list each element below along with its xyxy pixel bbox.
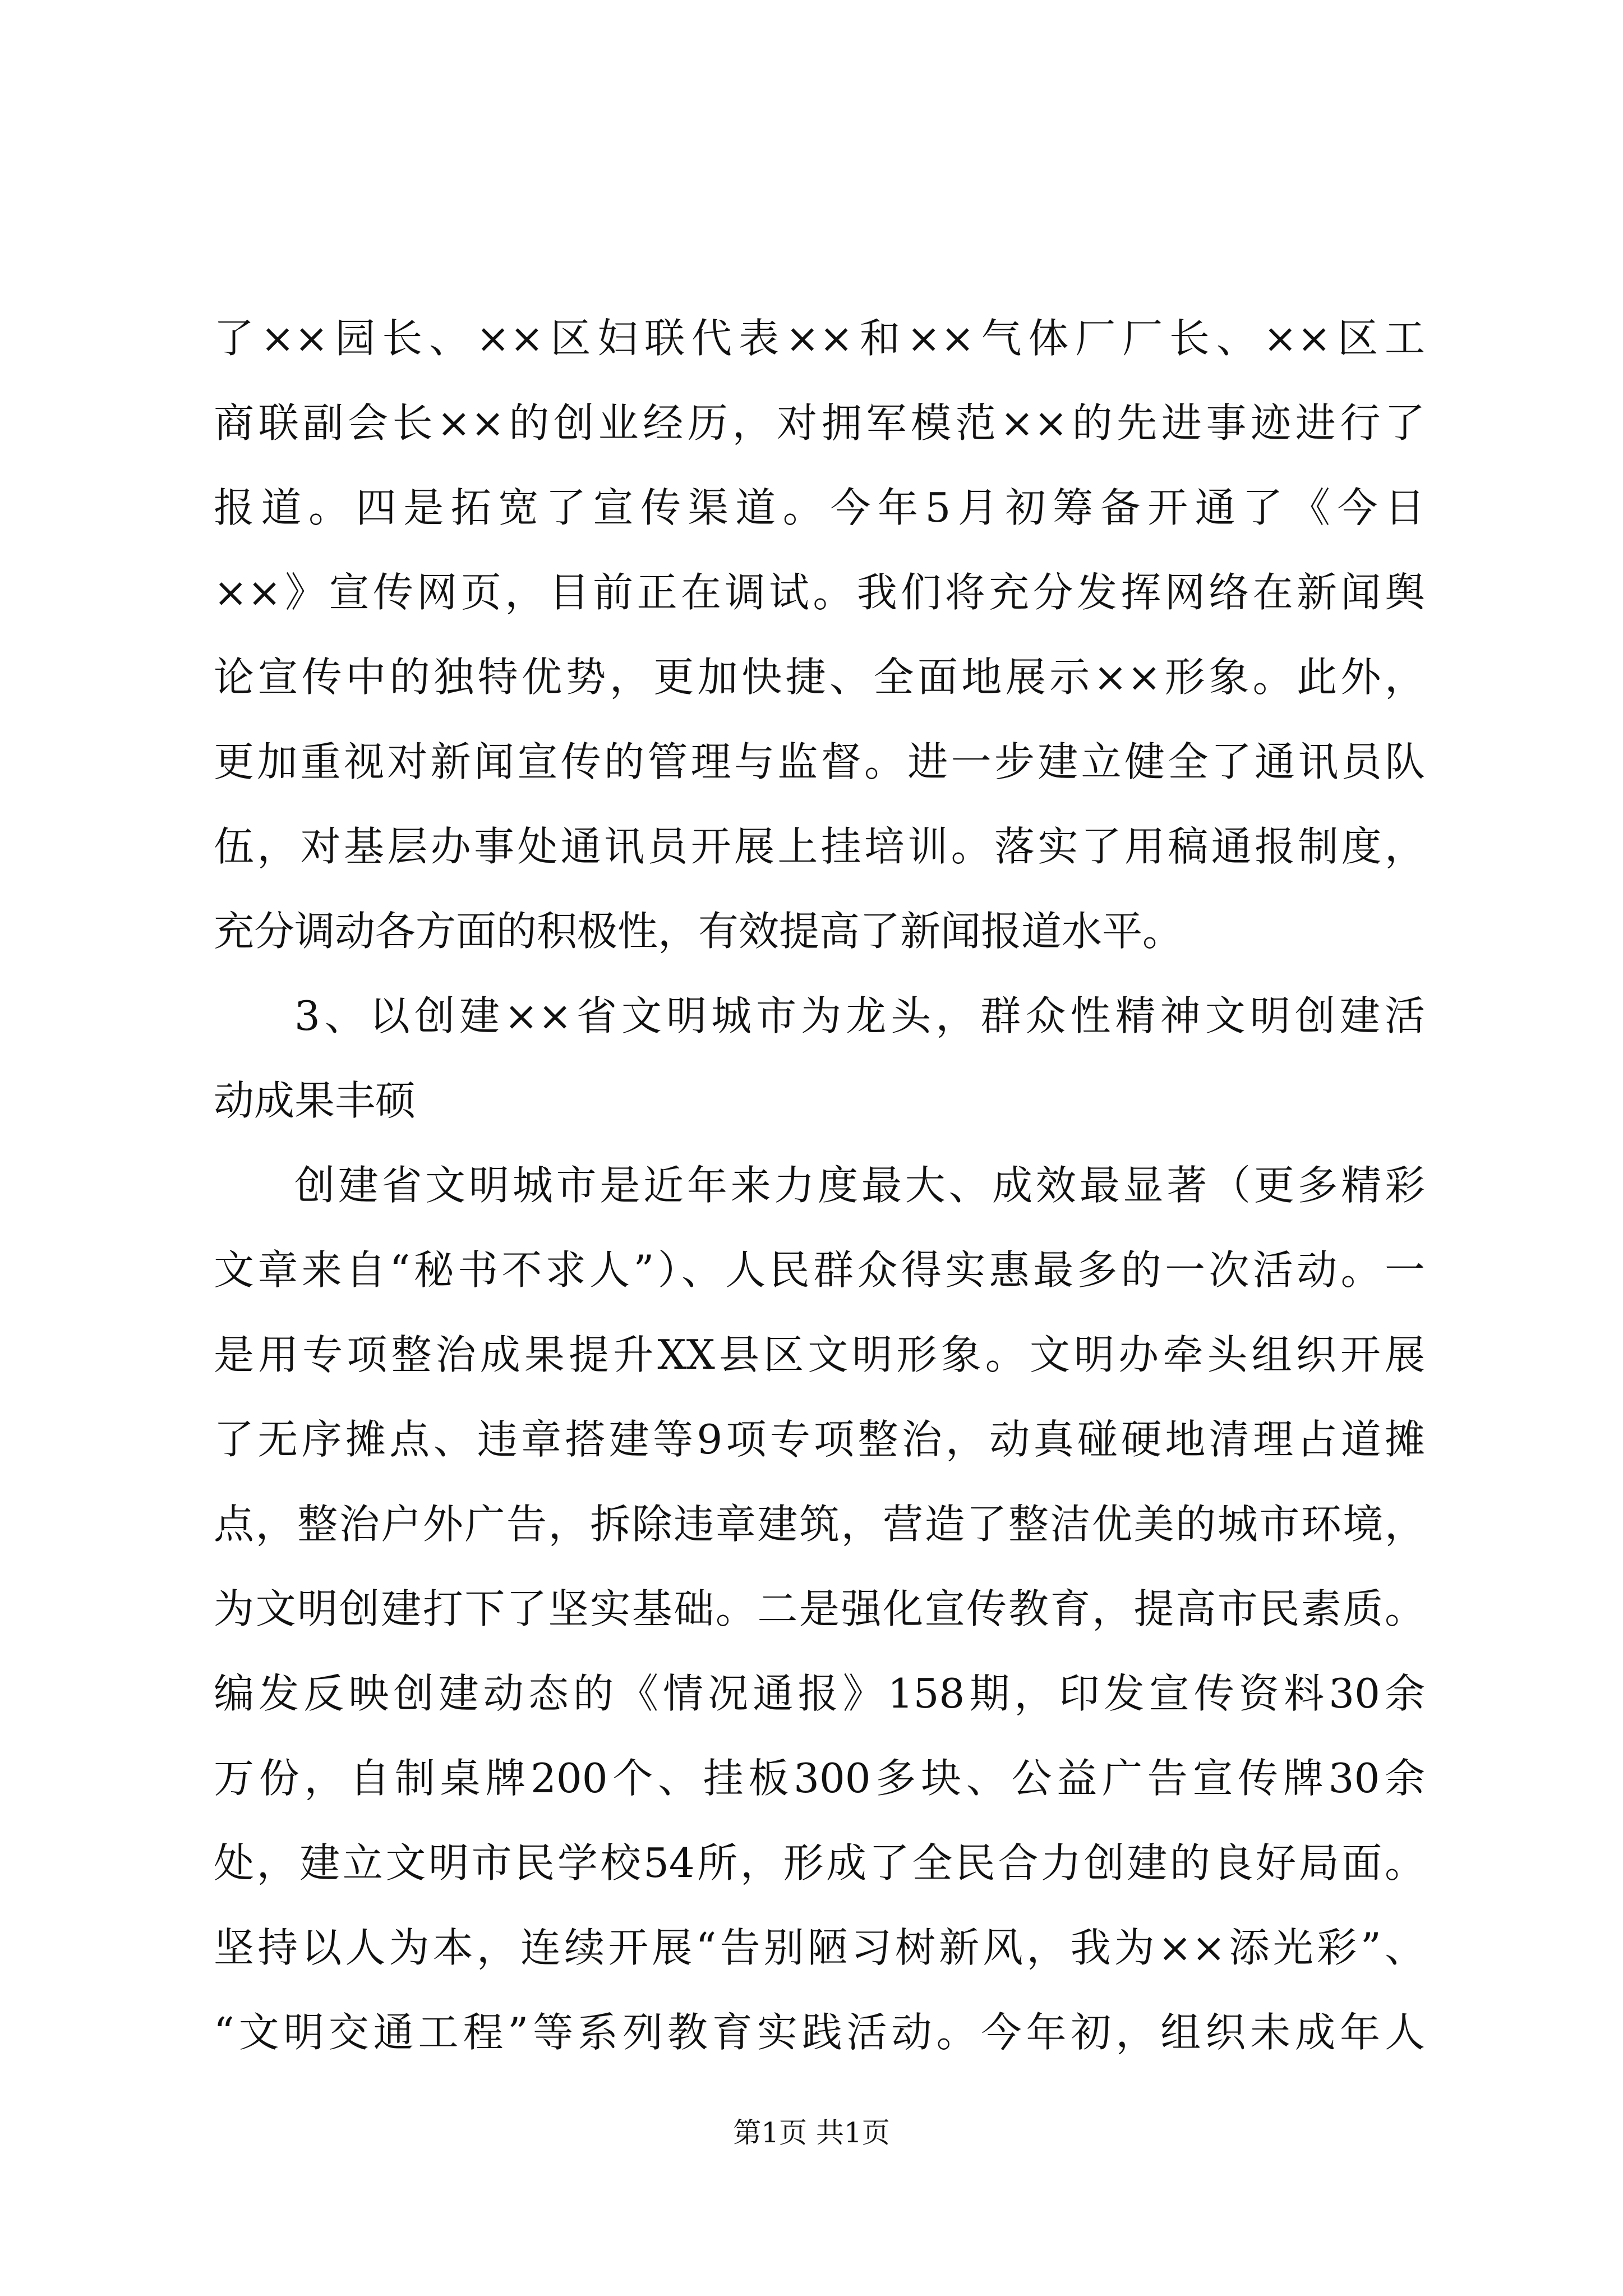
text-line: 商联副会长××的创业经历，对拥军模范××的先进事迹进行了 [214, 399, 1425, 447]
text-line: 论宣传中的独特优势，更加快捷、全面地展示××形象。此外， [214, 654, 1425, 701]
page-footer: 第1页 共1页 [733, 2116, 890, 2149]
text-line: 更加重视对新闻宣传的管理与监督。进一步建立健全了通讯员队 [214, 738, 1425, 785]
text-line: 为文明创建打下了坚实基础。二是强化宣传教育，提高市民素质。 [214, 1585, 1425, 1632]
text-line: 充分调动各方面的积极性，有效提高了新闻报道水平。 [214, 908, 1183, 955]
text-line: 点，整治户外广告，拆除违章建筑，营造了整洁优美的城市环境， [214, 1501, 1425, 1548]
text-line: ××》宣传网页，目前正在调试。我们将充分发挥网络在新闻舆 [214, 569, 1425, 616]
text-line: 处，建立文明市民学校54所，形成了全民合力创建的良好局面。 [214, 1839, 1425, 1887]
text-line: 万份，自制桌牌200个、挂板300多块、公益广告宣传牌30余 [214, 1755, 1425, 1802]
section-heading-line: 3、以创建××省文明城市为龙头，群众性精神文明创建活 [294, 992, 1425, 1039]
text-line: 了××园长、××区妇联代表××和××气体厂厂长、××区工 [214, 315, 1425, 362]
text-line: 报道。四是拓宽了宣传渠道。今年5月初筹备开通了《今日 [214, 484, 1425, 531]
text-line: 编发反映创建动态的《情况通报》158期，印发宣传资料30余 [214, 1670, 1425, 1717]
text-line: 创建省文明城市是近年来力度最大、成效最显著（更多精彩 [294, 1162, 1425, 1209]
section-heading-line: 动成果丰硕 [214, 1077, 416, 1124]
text-line: 坚持以人为本，连续开展“告别陋习树新风，我为××添光彩”、 [214, 1924, 1425, 1971]
text-line: 了无序摊点、违章搭建等9项专项整治，动真碰硬地清理占道摊 [214, 1416, 1425, 1463]
document-body [214, 296, 1425, 2075]
text-line: 伍，对基层办事处通讯员开展上挂培训。落实了用稿通报制度， [214, 823, 1425, 870]
text-line: 是用专项整治成果提升XX县区文明形象。文明办牵头组织开展 [214, 1331, 1425, 1378]
text-line: “文明交通工程”等系列教育实践活动。今年初，组织未成年人 [214, 2009, 1425, 2056]
text-line: 文章来自“秘书不求人”）、人民群众得实惠最多的一次活动。一 [214, 1246, 1425, 1294]
